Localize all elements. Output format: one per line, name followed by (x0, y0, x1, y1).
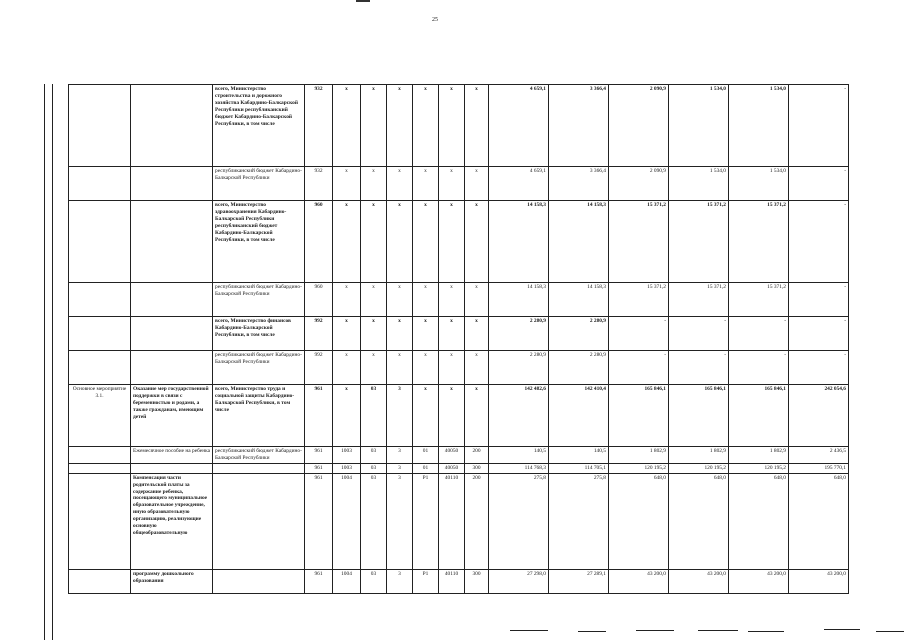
row-category (69, 473, 131, 569)
row-code-section: x (333, 201, 361, 283)
row-value-5: 43 200,0 (729, 569, 789, 593)
row-value-3: 648,0 (609, 473, 669, 569)
row-code-section: x (333, 283, 361, 317)
row-value-3: 15 371,2 (609, 201, 669, 283)
row-code-direction: 40110 (439, 473, 465, 569)
row-code-direction: 40050 (439, 447, 465, 464)
row-funding-source: всего, Министерство строительства и дорожного хозяйства Кабардино-Балкарской Республики республиканский бюджет Кабардино-Балкарской Республики, в том числе (213, 85, 305, 167)
row-code-subprogram: x (387, 317, 413, 351)
row-value-4: - (669, 351, 729, 385)
row-code-grbs: 992 (305, 351, 333, 385)
row-measure (131, 283, 213, 317)
row-code-grbs: 960 (305, 201, 333, 283)
row-code-section: x (333, 85, 361, 167)
row-value-1: 275,8 (489, 473, 549, 569)
row-code-expense-type: 300 (465, 569, 489, 593)
table-row (69, 201, 849, 283)
row-code-direction: 40110 (439, 569, 465, 593)
row-code-direction: 40050 (439, 463, 465, 473)
row-code-section: 1004 (333, 473, 361, 569)
row-value-5: - (729, 317, 789, 351)
row-funding-source: республиканский бюджет Кабардино-Балкарской Республики (213, 283, 305, 317)
row-code-program: 03 (361, 463, 387, 473)
row-value-1: 14 158,3 (489, 283, 549, 317)
row-code-program: 03 (361, 473, 387, 569)
row-value-2: 3 366,4 (549, 167, 609, 201)
row-code-grbs: 960 (305, 283, 333, 317)
row-value-5: 165 846,1 (729, 385, 789, 447)
row-value-2: 2 280,9 (549, 317, 609, 351)
row-measure (131, 463, 213, 473)
row-value-5: 1 802,9 (729, 447, 789, 464)
row-code-grbs: 932 (305, 167, 333, 201)
row-code-section: 1003 (333, 463, 361, 473)
bottom-dash (578, 631, 606, 632)
row-value-3: 1 802,9 (609, 447, 669, 464)
row-value-4: 15 371,2 (669, 283, 729, 317)
row-category (69, 85, 131, 167)
row-code-expense-type: x (465, 201, 489, 283)
row-value-5: 1 534,0 (729, 167, 789, 201)
row-code-subprogram: 3 (387, 463, 413, 473)
row-category (69, 167, 131, 201)
row-code-grbs: 961 (305, 385, 333, 447)
row-code-section: 1003 (333, 447, 361, 464)
row-measure (131, 167, 213, 201)
row-value-1: 4 659,1 (489, 167, 549, 201)
row-code-section: x (333, 385, 361, 447)
top-scan-mark (356, 0, 370, 2)
row-code-subprogram: x (387, 351, 413, 385)
row-measure: Ежемесячное пособие на ребенка (131, 447, 213, 464)
row-code-direction: x (439, 351, 465, 385)
row-value-5: 15 371,2 (729, 283, 789, 317)
row-code-event: x (413, 85, 439, 167)
table-row (69, 317, 849, 351)
row-value-1: 142 482,6 (489, 385, 549, 447)
row-code-direction: x (439, 385, 465, 447)
row-value-2: 14 158,3 (549, 283, 609, 317)
row-code-subprogram: 3 (387, 473, 413, 569)
row-value-4: - (669, 317, 729, 351)
row-code-expense-type: 300 (465, 463, 489, 473)
row-code-expense-type: x (465, 351, 489, 385)
row-code-expense-type: x (465, 385, 489, 447)
table-row (69, 167, 849, 201)
bottom-dash (698, 630, 738, 631)
row-value-2: 3 366,4 (549, 85, 609, 167)
row-value-6: - (789, 283, 849, 317)
row-funding-source: всего, Министерство здравоохранения Кабардино-Балкарской Республики республиканский бюджет Кабардино-Балкарской Республики, в том числе (213, 201, 305, 283)
bottom-dash (636, 630, 674, 631)
row-value-6: 648,0 (789, 473, 849, 569)
row-value-3: 2 090,9 (609, 85, 669, 167)
row-code-section: 1004 (333, 569, 361, 593)
row-code-subprogram: x (387, 283, 413, 317)
row-value-6: - (789, 167, 849, 201)
row-code-section: x (333, 167, 361, 201)
row-category (69, 283, 131, 317)
table-row (69, 447, 849, 464)
row-value-3: 43 200,0 (609, 569, 669, 593)
row-code-grbs: 932 (305, 85, 333, 167)
row-code-grbs: 992 (305, 317, 333, 351)
table-row (69, 569, 849, 593)
row-code-event: x (413, 317, 439, 351)
row-code-program: 03 (361, 569, 387, 593)
bottom-dash (748, 631, 784, 632)
row-value-3: 15 371,2 (609, 283, 669, 317)
row-code-subprogram: 3 (387, 569, 413, 593)
budget-table (68, 84, 849, 594)
row-funding-source (213, 569, 305, 593)
row-value-5: 648,0 (729, 473, 789, 569)
row-value-2: 27 289,1 (549, 569, 609, 593)
row-code-event: 01 (413, 447, 439, 464)
row-code-program: x (361, 317, 387, 351)
row-funding-source: всего, Министерство труда и социальной защиты Кабардино-Балкарской Республики, в том числе (213, 385, 305, 447)
row-code-event: 01 (413, 463, 439, 473)
row-code-grbs: 961 (305, 569, 333, 593)
row-value-5: 15 371,2 (729, 201, 789, 283)
row-code-event: x (413, 385, 439, 447)
row-code-program: x (361, 167, 387, 201)
table-row (69, 351, 849, 385)
row-code-direction: x (439, 85, 465, 167)
row-code-program: x (361, 201, 387, 283)
table-row (69, 385, 849, 447)
row-value-6: - (789, 85, 849, 167)
row-value-4: 120 195,2 (669, 463, 729, 473)
row-measure (131, 85, 213, 167)
row-code-grbs: 961 (305, 473, 333, 569)
row-value-2: 142 410,4 (549, 385, 609, 447)
row-value-4: 165 846,1 (669, 385, 729, 447)
row-value-1: 27 298,0 (489, 569, 549, 593)
table-row (69, 463, 849, 473)
row-category (69, 447, 131, 464)
table-row (69, 473, 849, 569)
row-value-2: 2 280,9 (549, 351, 609, 385)
row-funding-source (213, 463, 305, 473)
row-code-expense-type: 200 (465, 473, 489, 569)
row-code-program: x (361, 283, 387, 317)
row-value-3: 165 846,1 (609, 385, 669, 447)
row-code-program: x (361, 351, 387, 385)
row-code-subprogram: 3 (387, 447, 413, 464)
row-code-program: 03 (361, 385, 387, 447)
row-funding-source (213, 473, 305, 569)
row-code-direction: x (439, 201, 465, 283)
row-value-2: 140,5 (549, 447, 609, 464)
row-value-1: 2 280,9 (489, 317, 549, 351)
row-category: Основное мероприятие 3.1. (69, 385, 131, 447)
row-code-event: P1 (413, 569, 439, 593)
row-code-event: x (413, 167, 439, 201)
row-value-3: 2 090,9 (609, 167, 669, 201)
row-value-5: 1 534,0 (729, 85, 789, 167)
row-code-event: x (413, 351, 439, 385)
table-row (69, 85, 849, 167)
row-funding-source: республиканский бюджет Кабардино-Балкарской Республики (213, 167, 305, 201)
row-value-4: 648,0 (669, 473, 729, 569)
bottom-dash (876, 631, 904, 632)
row-measure: Компенсация части родительской платы за содержание ребенка, посещающего муниципальное образовательное учреждение, иную образовательную организацию, реализующие основную общеобразовательную (131, 473, 213, 569)
row-funding-source: республиканский бюджет Кабардино-Балкарской Республики (213, 447, 305, 464)
row-code-event: P1 (413, 473, 439, 569)
row-value-1: 4 659,1 (489, 85, 549, 167)
row-code-grbs: 961 (305, 463, 333, 473)
row-value-3: 120 195,2 (609, 463, 669, 473)
row-code-expense-type: x (465, 283, 489, 317)
row-measure: Оказание мер государственной поддержки в связи с беременностью и родами, а также гражданам, имеющим детей (131, 385, 213, 447)
row-code-subprogram: x (387, 201, 413, 283)
left-margin-line (44, 84, 45, 640)
row-code-program: x (361, 85, 387, 167)
bottom-dash (824, 629, 860, 630)
row-measure (131, 201, 213, 283)
row-category (69, 351, 131, 385)
row-code-expense-type: x (465, 167, 489, 201)
row-code-direction: x (439, 317, 465, 351)
row-value-6: 43 200,0 (789, 569, 849, 593)
row-measure (131, 317, 213, 351)
row-code-program: 03 (361, 447, 387, 464)
row-code-subprogram: x (387, 85, 413, 167)
row-value-1: 14 158,3 (489, 201, 549, 283)
row-value-6: - (789, 317, 849, 351)
row-code-subprogram: x (387, 167, 413, 201)
row-measure (131, 351, 213, 385)
row-code-section: x (333, 351, 361, 385)
row-value-3: - (609, 317, 669, 351)
row-value-4: 43 200,0 (669, 569, 729, 593)
row-value-2: 14 158,3 (549, 201, 609, 283)
row-value-4: 15 371,2 (669, 201, 729, 283)
row-measure: программу дошкольного образования (131, 569, 213, 593)
row-category (69, 201, 131, 283)
row-code-event: x (413, 283, 439, 317)
row-funding-source: всего, Министерство финансов Кабардино-Балкарской Республики, в том числе (213, 317, 305, 351)
row-value-2: 275,8 (549, 473, 609, 569)
page-number: 25 (432, 17, 438, 23)
row-value-4: 1 534,0 (669, 85, 729, 167)
row-code-subprogram: 3 (387, 385, 413, 447)
row-value-3: - (609, 351, 669, 385)
row-code-direction: x (439, 167, 465, 201)
bottom-dash (510, 630, 548, 631)
row-category (69, 463, 131, 473)
budget-table-body (69, 85, 849, 594)
row-value-6: - (789, 351, 849, 385)
row-value-6: 195 770,1 (789, 463, 849, 473)
left-margin-line-2 (52, 84, 53, 640)
row-value-6: - (789, 201, 849, 283)
row-code-direction: x (439, 283, 465, 317)
row-value-1: 140,5 (489, 447, 549, 464)
row-value-6: 2 436,5 (789, 447, 849, 464)
row-code-event: x (413, 201, 439, 283)
row-code-expense-type: x (465, 317, 489, 351)
row-funding-source: республиканский бюджет Кабардино-Балкарской Республики (213, 351, 305, 385)
row-category (69, 569, 131, 593)
row-value-5: 120 195,2 (729, 463, 789, 473)
row-code-grbs: 961 (305, 447, 333, 464)
row-value-1: 114 768,3 (489, 463, 549, 473)
table-row (69, 283, 849, 317)
row-code-expense-type: 200 (465, 447, 489, 464)
row-value-5: - (729, 351, 789, 385)
row-value-2: 114 705,1 (549, 463, 609, 473)
row-code-section: x (333, 317, 361, 351)
row-category (69, 317, 131, 351)
row-value-6: 242 054,6 (789, 385, 849, 447)
row-value-4: 1 802,9 (669, 447, 729, 464)
row-code-expense-type: x (465, 85, 489, 167)
row-value-4: 1 534,0 (669, 167, 729, 201)
row-value-1: 2 280,9 (489, 351, 549, 385)
